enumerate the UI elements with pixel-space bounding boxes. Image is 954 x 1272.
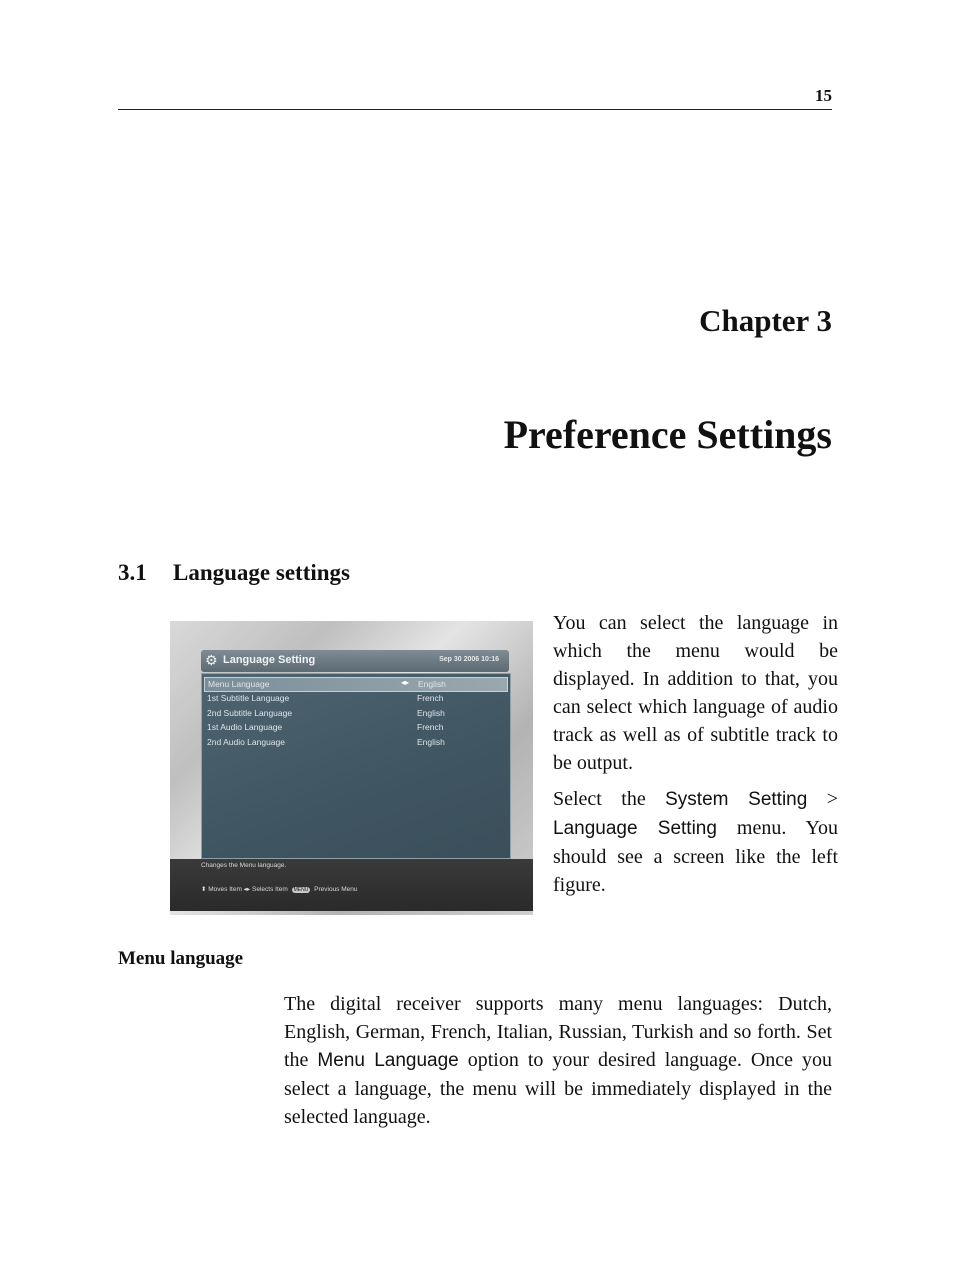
row-label: 1st Audio Language xyxy=(207,722,283,732)
screen-datetime: Sep 30 2006 10:16 xyxy=(439,656,499,663)
section-title: Language settings xyxy=(173,560,350,585)
hint-previous-menu: Previous Menu xyxy=(314,886,358,893)
select-the-text: Select the xyxy=(553,788,646,810)
left-right-arrows-icon: ◂▸ xyxy=(401,678,410,687)
settings-row xyxy=(204,736,506,749)
screen-help-text: Changes the Menu language. xyxy=(201,862,287,869)
row-label: Menu Language xyxy=(208,679,270,689)
section-number: 3.1 xyxy=(118,560,147,585)
left-right-arrows-icon: ◂▸ xyxy=(243,886,251,893)
chapter-title: Preference Settings xyxy=(503,412,832,457)
header-rule xyxy=(118,109,832,110)
row-value: French xyxy=(417,693,444,703)
settings-row xyxy=(204,692,506,705)
screen-title-bar xyxy=(201,650,509,672)
menu-language-heading: Menu language xyxy=(118,948,244,969)
settings-row xyxy=(204,721,506,734)
screen-bottom-bar xyxy=(170,859,533,911)
up-down-arrows-icon: ⬍ xyxy=(201,886,207,893)
menu-path-separator: > xyxy=(826,788,838,810)
gear-icon: ⚙ xyxy=(205,652,218,668)
page-number: 15 xyxy=(815,86,832,105)
row-value: English xyxy=(418,679,446,689)
menu-language-text-end: option to your desired language. Once you select a language, the menu will be immediately displayed in the selected language. xyxy=(284,1049,833,1128)
section-heading xyxy=(118,560,350,586)
row-value: English xyxy=(417,737,445,747)
hint-move: Moves Item xyxy=(208,886,242,893)
menu-language-text-start: The digital receiver supports many menu languages: Dutch, English, German, French, Italian, Russian, Turkish and so forth. Set the xyxy=(284,993,832,1071)
menu-language-option: Menu Language xyxy=(317,1050,459,1071)
menu-language-paragraph xyxy=(284,990,832,1131)
hint-select: Selects Item xyxy=(252,886,288,893)
menu-path-paragraph xyxy=(553,785,838,899)
row-value: English xyxy=(417,708,445,718)
row-value: French xyxy=(417,722,444,732)
screen-title: Language Setting xyxy=(223,654,316,666)
intro-paragraph: You can select the language in which the menu would be displayed. In addition to that, you can select which language of audio track as well as of subtitle track to be output. xyxy=(553,612,838,774)
row-label: 1st Subtitle Language xyxy=(207,693,290,703)
menu-key-icon: MENU xyxy=(293,887,309,893)
row-label: 2nd Subtitle Language xyxy=(207,708,293,718)
chapter-label: Chapter 3 xyxy=(699,303,832,338)
settings-panel xyxy=(201,673,511,859)
menu-path-rest: menu. You should see a screen like the left figure. xyxy=(553,817,839,896)
menu-path-system-setting: System Setting xyxy=(665,789,808,810)
screen-hints xyxy=(201,885,358,893)
menu-path-language-setting: Language Setting xyxy=(553,818,717,839)
row-label: 2nd Audio Language xyxy=(207,737,285,747)
language-setting-screenshot xyxy=(170,621,533,915)
settings-row xyxy=(204,707,506,720)
settings-row xyxy=(204,677,508,692)
